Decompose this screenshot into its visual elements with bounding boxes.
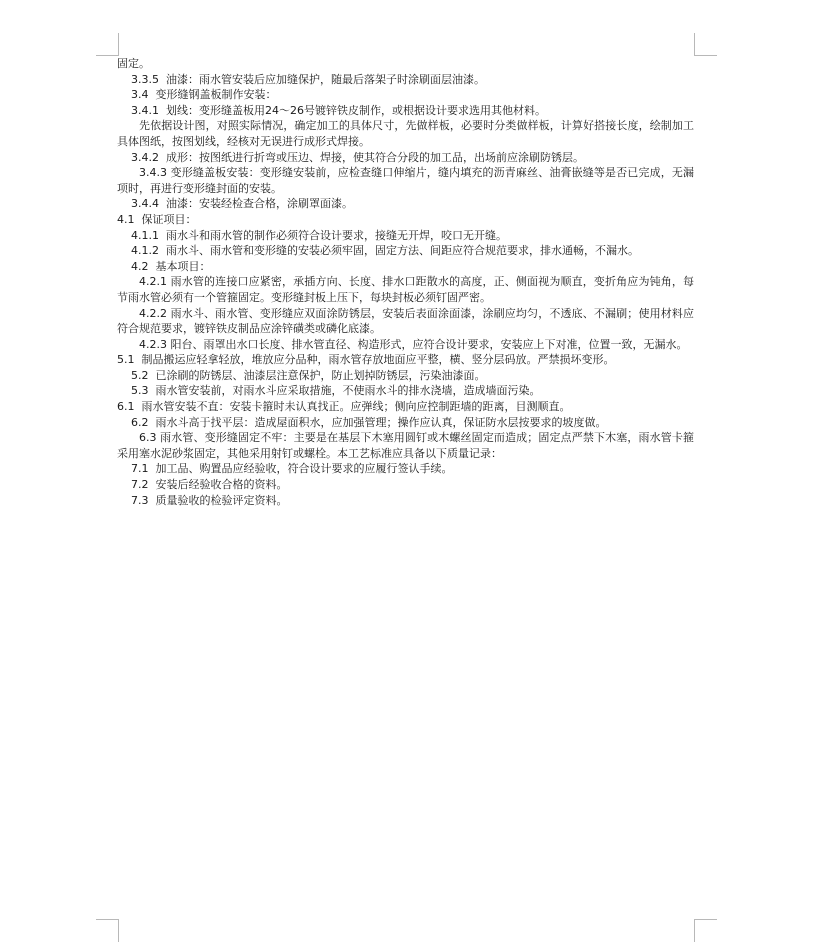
paragraph: 4.1.2 雨水斗、雨水管和变形缝的安装必须牢固，固定方法、间距应符合规范要求，排水通畅，不漏水。: [117, 244, 639, 258]
paragraph: 4.2.3 阳台、雨罩出水口长度、排水管直径、构造形式，应符合设计要求，安装应上下对准，位置一致，无漏水。: [139, 337, 688, 351]
paragraph: 3.4.3 变形缝盖板安装：变形缝安装前，应检查缝口伸缩片，缝内填充的沥青麻丝、油膏嵌缝等是否已完成，无漏项时，再进行变形缝封面的安装。: [117, 166, 694, 195]
paragraph: 4.2.2 雨水斗、雨水管、变形缝应双面涂防锈层，安装后表面涂面漆，涂刷应均匀，不透底、不漏刷；使用材料应符合规范要求，镀锌铁皮制品应涂锌磺类或磷化底漆。: [117, 306, 694, 336]
paragraph: 3.3.5 油漆：雨水管安装后应加缝保护，随最后落架子时涂刷面层油漆。: [117, 72, 485, 86]
paragraph: 6.2 雨水斗高于找平层：造成屋面积水，应加强管理；操作应认真，保证防水层按要求的坡度做。: [117, 415, 607, 429]
paragraph: 6.1 雨水管安装不直：安装卡箍时未认真找正。应弹线；侧向应控制距墙的距离，目测顺直。: [117, 400, 571, 414]
paragraph: 5.1 制品搬运应轻拿轻放，堆放应分品种，雨水管存放地面应平整，横、竖分层码放。严禁损坏变形。: [117, 353, 615, 367]
paragraph: 3.4.2 成形：按图纸进行折弯或压边、焊接，使其符合分段的加工品，出场前应涂刷防锈层。: [117, 150, 584, 164]
paragraph: 7.3 质量验收的检验评定资料。: [117, 493, 288, 507]
paragraph: 3.4.1 划线：变形缝盖板用24～26号镀锌铁皮制作，或根据设计要求选用其他材料。: [117, 103, 546, 117]
crop-mark-top-right: [694, 33, 717, 56]
crop-mark-top-left: [96, 33, 119, 56]
crop-mark-bottom-right: [694, 919, 717, 942]
paragraph: 4.2.1 雨水管的连接口应紧密，承插方向、长度、排水口距散水的高度，正、侧面视为顺直，变折角应为钝角，每节雨水管必须有一个管箍固定。变形缝封板上压下，每块封板必须钉固严密。: [117, 275, 694, 304]
paragraph: 4.1 保证项目：: [117, 212, 197, 226]
crop-mark-bottom-left: [96, 919, 119, 942]
paragraph: 5.2 已涂刷的防锈层、油漆层注意保护，防止划掉防锈层，污染油漆面。: [117, 368, 486, 382]
paragraph: 先依据设计图，对照实际情况，确定加工的具体尺寸，先做样板，必要时分类做样板，计算好搭接长度，绘制加工具体图纸，按图划线，经核对无误进行成形式焊接。: [117, 119, 694, 148]
paragraph: 7.1 加工品、购置品应经验收，符合设计要求的应履行签认手续。: [117, 462, 453, 476]
paragraph: 5.3 雨水管安装前，对雨水斗应采取措施，不使雨水斗的排水浇墙，造成墙面污染。: [117, 384, 541, 398]
paragraph: 固定。: [117, 57, 150, 70]
paragraph: 3.4.4 油漆：安装经检查合格，涂刷罩面漆。: [117, 197, 353, 211]
paragraph: 4.1.1 雨水斗和雨水管的制作必须符合设计要求，接缝无开焊，咬口无开缝。: [117, 228, 507, 242]
paragraph: 3.4 变形缝钢盖板制作安装：: [117, 88, 277, 102]
paragraph: 4.2 基本项目：: [117, 259, 211, 273]
paragraph: 7.2 安装后经验收合格的资料。: [117, 478, 288, 492]
paragraph: 6.3 雨水管、变形缝固定不牢：主要是在基层下木塞用圆钉或木螺丝固定而造成；固定点严禁下木塞，雨水管卡箍采用塞水泥砂浆固定，其他采用射钉或螺栓。本工艺标准应具备以下质量记录：: [117, 431, 694, 460]
document-body: [117, 56, 694, 508]
